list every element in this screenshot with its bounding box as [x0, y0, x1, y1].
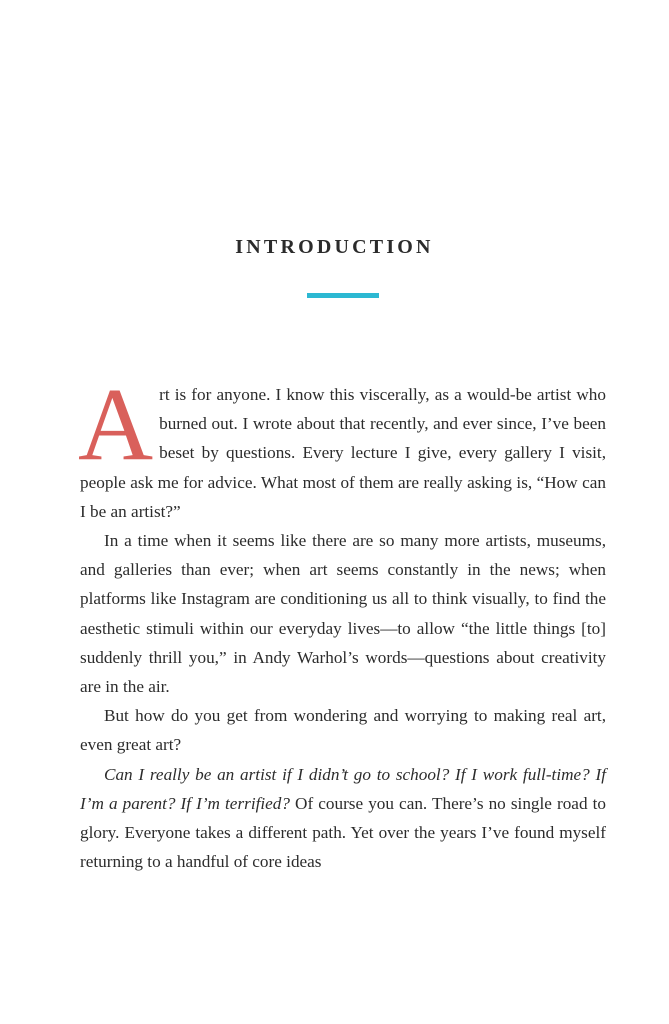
paragraph-1 [78, 367, 606, 526]
body-text [78, 367, 606, 876]
title-accent-rule [307, 293, 379, 298]
drop-cap: A [78, 367, 154, 482]
paragraph-2: In a time when it seems like there are so many more artists, museums, and galleries than ever; when art seems constantly in the news; when platforms like Instagram are conditioning us all to think visually, to find the aesthetic stimuli within our everyday lives—to allow “the little things [to] suddenly thrill you,” in Andy Warhol’s words—questions about creativity are in the air. [80, 531, 606, 697]
paragraph-4-text: Of course you can. There’s no single road to glory. Everyone takes a different path. Yet over the years I’ve found myself returning to a handful of core ideas [80, 793, 606, 872]
paragraph-1-text: rt is for anyone. I know this viscerally, as a would-be artist who burned out. I wrote about that recently, and ever since, I’ve been beset by questions. Every lecture I give, every gallery I visit, people ask me for advice. What most of them are really asking is, “How can I be an artist?” [80, 385, 606, 521]
paragraph-4 [80, 760, 606, 877]
chapter-title: INTRODUCTION [235, 236, 434, 258]
paragraph-3: But how do you get from wondering and worrying to making real art, even great art? [80, 706, 606, 755]
paragraph-4-italic-questions: Can I really be an artist if I didn’t go to school? If I work full-time? If I’m a parent? If I’m terrified? [80, 764, 606, 813]
